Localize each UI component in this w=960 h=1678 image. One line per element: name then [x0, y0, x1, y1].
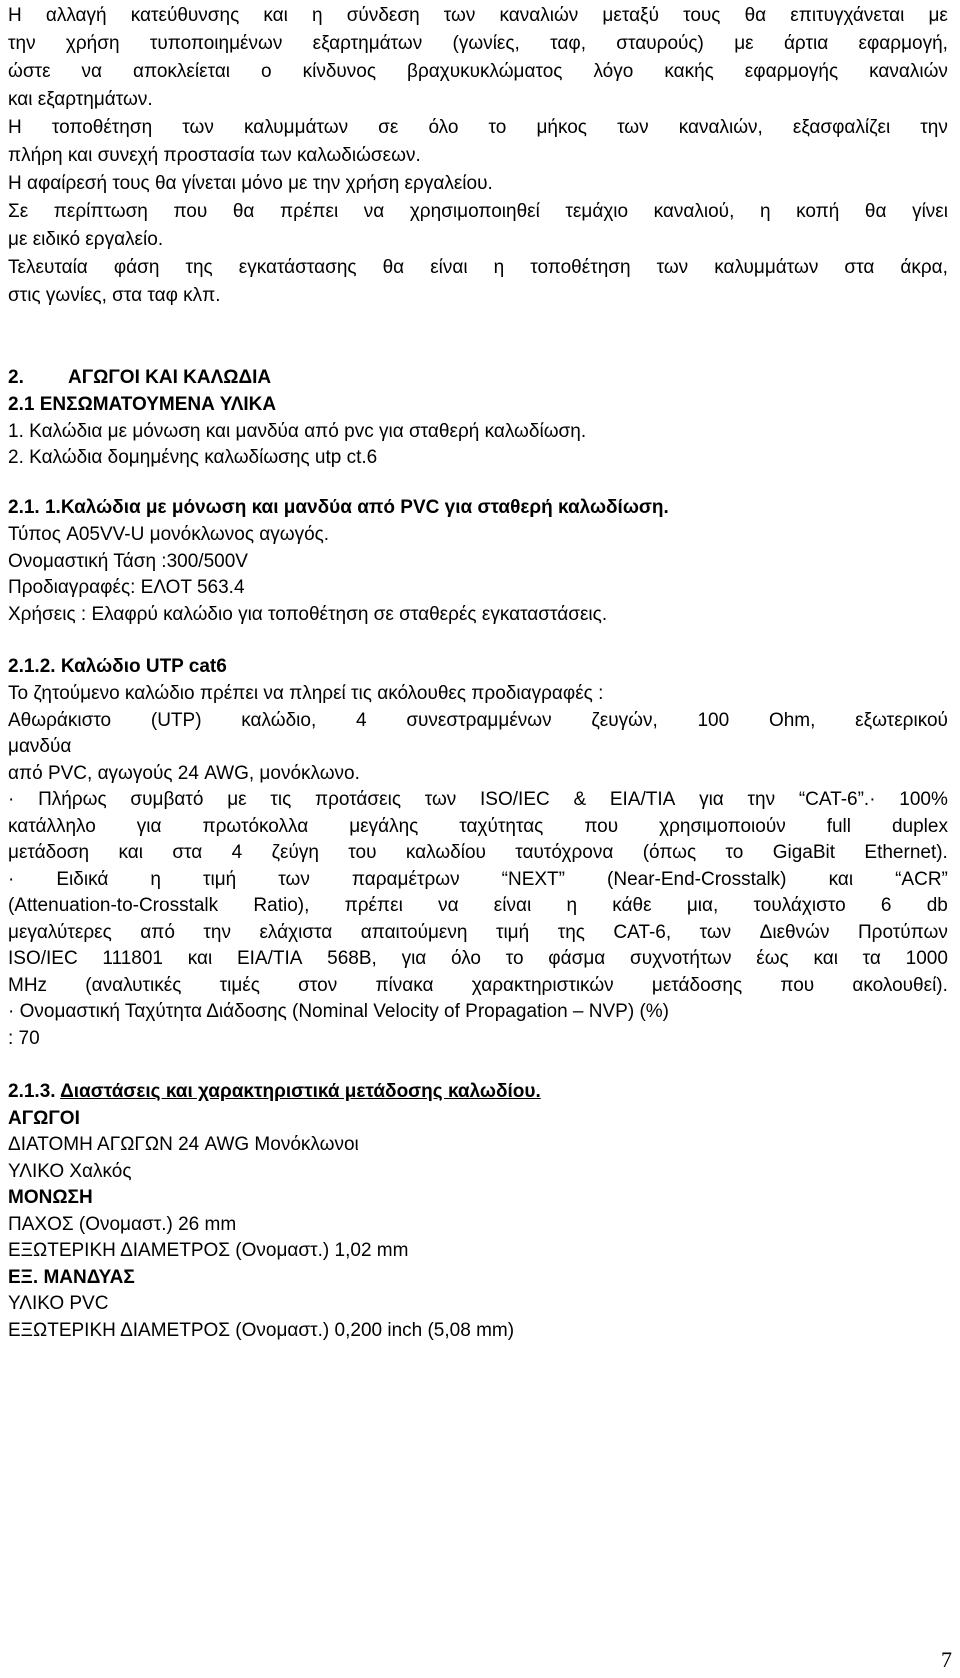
text-line: ISO/IEC 111801 και EIA/TIA 568B, για όλο το φάσμα συχνοτήτων έως και τα 1000	[8, 948, 948, 969]
text-line: Χρήσεις : Ελαφρύ καλώδιο για τοποθέτηση σε σταθερές εγκαταστάσεις.	[8, 604, 608, 625]
text-line: μετάδοση και στα 4 ζεύγη του καλωδίου ταυτόχρονα (όπως το GigaBit Ethernet).	[8, 842, 948, 863]
text-line: Η αφαίρεσή τους θα γίνεται μόνο με την χρήση εργαλείου.	[8, 173, 493, 194]
text-line: ΥΛΙΚΟ Χαλκός	[8, 1161, 132, 1182]
text-line: Προδιαγραφές: ΕΛΟΤ 563.4	[8, 577, 245, 598]
text-line: (Attenuation-to-Crosstalk Ratio), πρέπει να είναι η κάθε μια, τουλάχιστο 6 db	[8, 895, 948, 916]
text-line: Αθωράκιστο (UTP) καλώδιο, 4 συνεστραμμένων ζευγών, 100 Ohm, εξωτερικού	[8, 710, 948, 731]
section-title: ΑΓΩΓΟΙ ΚΑΙ ΚΑΛΩΔΙΑ	[68, 367, 272, 388]
text-line: Το ζητούμενο καλώδιο πρέπει να πληρεί τις ακόλουθες προδιαγραφές :	[8, 683, 604, 704]
subsection-heading-dimensions: 2.1.3. Διαστάσεις και χαρακτηριστικά μετάδοσης καλωδίου.	[8, 1081, 541, 1102]
text-line: 1. Καλώδια με μόνωση και μανδύα από pvc για σταθερή καλωδίωση.	[8, 421, 587, 442]
text-line: · Πλήρως συμβατό με τις προτάσεις των ISO/IEC & EIA/TIA για την “CAT-6”.· 100%	[8, 789, 948, 810]
text-line: Τελευταία φάση της εγκατάστασης θα είναι η τοποθέτηση των καλυμμάτων στα άκρα,	[8, 257, 948, 278]
text-line: ΕΞΩΤΕΡΙΚΗ ΔΙΑΜΕΤΡΟΣ (Ονομαστ.) 0,200 inch (5,08 mm)	[8, 1320, 515, 1341]
subsection-title: 2.1 ΕΝΣΩΜΑΤΟΥΜΕΝΑ ΥΛΙΚΑ	[8, 394, 277, 415]
text-line: 2. Καλώδια δομημένης καλωδίωσης utp ct.6	[8, 447, 378, 468]
subsection-heading-pvc: 2.1. 1.Καλώδια με μόνωση και μανδύα από PVC για σταθερή καλωδίωση.	[8, 497, 669, 518]
text-line: MHz (αναλυτικές τιμές στον πίνακα χαρακτηριστικών μετάδοσης που ακολουθεί).	[8, 975, 948, 996]
text-line: Η τοποθέτηση των καλυμμάτων σε όλο το μήκος των καναλιών, εξασφαλίζει την	[8, 117, 948, 138]
subsection-heading-utp: 2.1.2. Καλώδιο UTP cat6	[8, 656, 227, 677]
text-line: κατάλληλο για πρωτόκολλα μεγάλης ταχύτητας που χρησιμοποιούν full duplex	[8, 816, 948, 837]
text-line: από PVC, αγωγούς 24 AWG, μονόκλωνο.	[8, 763, 360, 784]
text-line: μεγαλύτερες από την ελάχιστα απαιτούμενη τιμή της CAT-6, των Διεθνών Προτύπων	[8, 922, 948, 943]
text-line: · Ονομαστική Ταχύτητα Διάδοσης (Nominal Velocity of Propagation – NVP) (%)	[8, 1001, 669, 1022]
heading-insulation: ΜΟΝΩΣΗ	[8, 1187, 93, 1208]
section-number: 2.	[8, 367, 24, 388]
paragraph-channels-line: Η αλλαγή κατεύθυνσης και η σύνδεση των καναλιών μεταξύ τους θα επιτυγχάνεται με	[8, 5, 948, 26]
text-line: ΕΞΩΤΕΡΙΚΗ ΔΙΑΜΕΤΡΟΣ (Ονομαστ.) 1,02 mm	[8, 1240, 409, 1261]
text-line: πλήρη και συνεχή προστασία των καλωδιώσεων.	[8, 145, 421, 166]
text-line: μανδύα	[8, 736, 72, 757]
text-line: ΠΑΧΟΣ (Ονομαστ.) 26 mm	[8, 1214, 237, 1235]
text-line: · Ειδικά η τιμή των παραμέτρων “NEXT” (Near-End-Crosstalk) και “ACR”	[8, 869, 948, 890]
text-line: με ειδικό εργαλείο.	[8, 229, 164, 250]
page-number: 7	[941, 1647, 952, 1672]
heading-jacket: ΕΞ. ΜΑΝΔΥΑΣ	[8, 1267, 135, 1288]
text-line: και εξαρτημάτων.	[8, 89, 153, 110]
text-line: : 70	[8, 1028, 40, 1049]
text-line: Τύπος A05VV-U μονόκλωνος αγωγός.	[8, 524, 330, 545]
text-line: Ονομαστική Τάση :300/500V	[8, 551, 248, 572]
text-line: την χρήση τυποποιημένων εξαρτημάτων (γωνίες, ταφ, σταυρούς) με άρτια εφαρμογή,	[8, 33, 948, 54]
text-line: ΥΛΙΚΟ PVC	[8, 1293, 109, 1314]
text-line: στις γωνίες, στα ταφ κλπ.	[8, 285, 221, 306]
text-line: ώστε να αποκλείεται ο κίνδυνος βραχυκυκλώματος λόγο κακής εφαρμογής καναλιών	[8, 61, 948, 82]
text-line: Σε περίπτωση που θα πρέπει να χρησιμοποιηθεί τεμάχιο καναλιού, η κοπή θα γίνει	[8, 201, 948, 222]
text-line: ΔΙΑΤΟΜΗ ΑΓΩΓΩΝ 24 AWG Μονόκλωνοι	[8, 1134, 359, 1155]
heading-conductors: ΑΓΩΓΟΙ	[8, 1108, 80, 1129]
